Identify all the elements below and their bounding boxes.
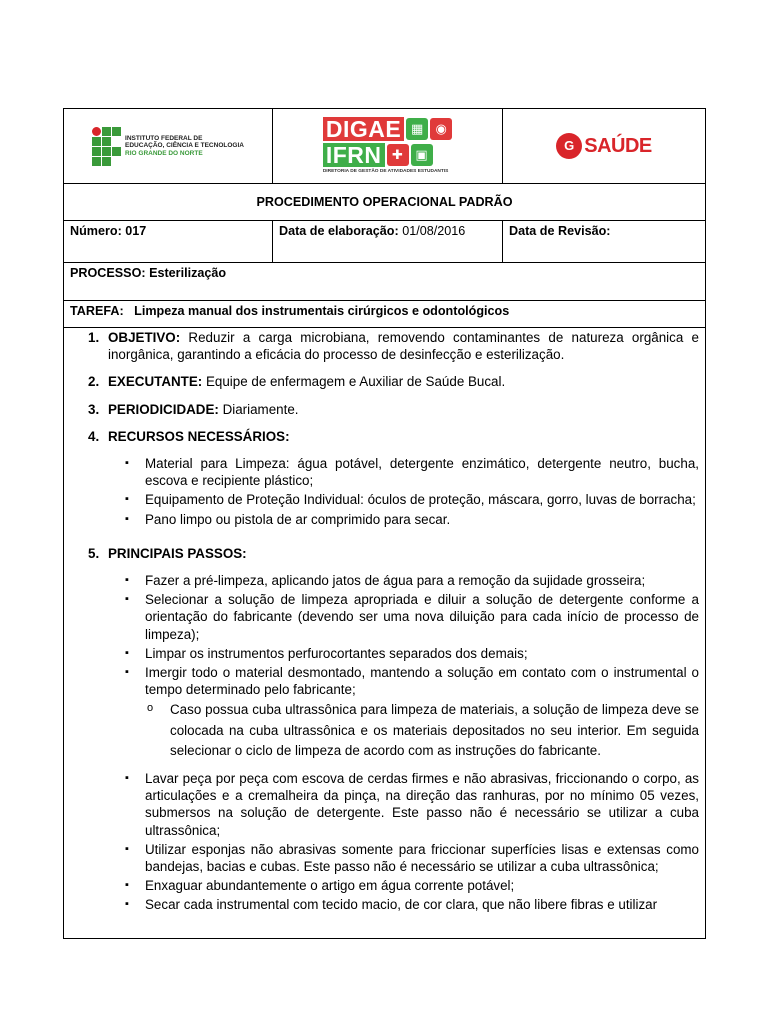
- logo-cell-digae: [273, 109, 503, 184]
- tarefa-cell: [64, 301, 706, 328]
- list-item: ▪ Pano limpo ou pistola de ar comprimido para secar.: [123, 511, 699, 528]
- saude-logo-icon: G: [556, 133, 582, 159]
- tarefa-row: [64, 301, 706, 328]
- digae-word: DIGAE: [323, 117, 404, 141]
- body-cell: [64, 328, 706, 939]
- section-number: 4.: [88, 428, 100, 444]
- section-periodicidade: [72, 401, 699, 418]
- list-item: ▪ Equipamento de Proteção Individual: óculos de proteção, máscara, gorro, luvas de borracha;: [123, 491, 699, 508]
- section-text: Diariamente.: [218, 401, 299, 417]
- ifrn-logo-icon: [92, 127, 121, 166]
- elaboracao-cell: [273, 221, 503, 263]
- elaboracao-value: 01/08/2016: [402, 224, 466, 238]
- list-item: ▪ Limpar os instrumentos perfurocortantes separados dos demais;: [123, 645, 699, 662]
- section-label: EXECUTANTE:: [108, 374, 203, 390]
- ifrn-logo-line1: INSTITUTO FEDERAL DE: [125, 134, 203, 142]
- tarefa-value: Limpeza manual dos instrumentais cirúrgicos e odontológicos: [134, 304, 510, 318]
- list-item: ▪ Material para Limpeza: água potável, detergente enzimático, detergente neutro, bucha, escova e recipiente plástico;: [123, 455, 699, 489]
- monitor-icon: ▣: [411, 144, 433, 166]
- section-label: RECURSOS NECESSÁRIOS:: [108, 428, 290, 444]
- body-row: [64, 328, 706, 939]
- section-label: OBJETIVO:: [108, 330, 181, 345]
- document-page: [63, 108, 705, 939]
- section-recursos: [72, 428, 699, 445]
- logo-cell-saude: [503, 109, 706, 184]
- sub-list-item: o Caso possua cuba ultrassônica para limpeza de materiais, a solução de limpeza deve se colocada na cuba ultrassônica e os materiais depositados no seu interior. Em seguida selecionar o ciclo de limpeza de acordo com as instruções do fabricante.: [145, 700, 699, 762]
- list-item: ▪ Secar cada instrumental com tecido macio, de cor clara, que não libere fibras e utilizar: [123, 896, 699, 913]
- saude-logo: [556, 133, 652, 159]
- numero-cell: Número: 017: [64, 221, 273, 263]
- pop-table: [63, 108, 706, 939]
- ifrn-logo: [70, 127, 266, 166]
- health-cross-icon: ✚: [387, 144, 409, 166]
- section-text: Reduzir a carga microbiana, removendo contaminantes de natureza orgânica e inorgânica, garantindo a eficácia do processo de desinfecção e esterilização.: [108, 330, 699, 363]
- section-number: 3.: [88, 401, 100, 417]
- section-number: 1.: [88, 330, 100, 345]
- section-executante: [72, 373, 699, 390]
- list-item: ▪ Enxaguar abundantemente o artigo em água corrente potável;: [123, 877, 699, 894]
- procedure-body: [72, 328, 699, 936]
- passos-sublist: [72, 700, 699, 762]
- processo-cell: PROCESSO: Esterilização: [64, 263, 706, 301]
- ifrn-word: IFRN: [323, 143, 385, 167]
- list-item: ▪ Fazer a pré-limpeza, aplicando jatos de água para a remoção da sujidade grosseira;: [123, 572, 699, 589]
- section-objetivo: [72, 329, 699, 363]
- elaboracao-label: Data de elaboração:: [279, 224, 399, 238]
- section-text: Equipe de enfermagem e Auxiliar de Saúde Bucal.: [202, 374, 506, 390]
- section-number: 5.: [88, 545, 100, 561]
- section-number: 2.: [88, 374, 100, 390]
- revisao-cell: Data de Revisão:: [503, 221, 706, 263]
- cutlery-icon: ◉: [430, 118, 452, 140]
- digae-logo: [323, 117, 452, 174]
- list-item: ▪ Selecionar a solução de limpeza apropriada e diluir a solução de detergente conforme a orientação do fabricante (devendo ser uma nova diluição para cada início de processo de limpeza);: [123, 591, 699, 643]
- section-label: PERIODICIDADE:: [108, 401, 219, 417]
- recursos-list: [72, 455, 699, 528]
- logo-cell-ifrn: [64, 109, 273, 184]
- section-passos: [72, 545, 699, 562]
- info-row: [64, 221, 706, 263]
- passos-list-continued: [72, 770, 699, 914]
- bus-icon: ▦: [406, 118, 428, 140]
- document-title: PROCEDIMENTO OPERACIONAL PADRÃO: [64, 184, 706, 221]
- passos-list: [72, 572, 699, 698]
- list-item: ▪ Imergir todo o material desmontado, mantendo a solução em contato com o instrumental o tempo determinado pelo fabricante;: [123, 664, 699, 698]
- logo-row: [64, 109, 706, 184]
- ifrn-logo-line2: EDUCAÇÃO, CIÊNCIA E TECNOLOGIA: [125, 142, 244, 150]
- processo-row: [64, 263, 706, 301]
- title-row: [64, 184, 706, 221]
- section-label: PRINCIPAIS PASSOS:: [108, 545, 247, 561]
- saude-logo-word: SAÚDE: [584, 134, 652, 157]
- digae-caption: DIRETORIA DE GESTÃO DE ATIVIDADES ESTUDANTIS: [322, 169, 449, 174]
- ifrn-logo-line3: RIO GRANDE DO NORTE: [125, 149, 203, 157]
- list-item: ▪ Lavar peça por peça com escova de cerdas firmes e não abrasivas, friccionando o corpo, as articulações e a cremalheira da pinça, na direção das ranhuras, por no mínimo 05 vezes, submersos na solução de detergente. Este passo não é necessário se utilizar a cuba ultrassônica;: [123, 770, 699, 839]
- tarefa-label: TAREFA:: [70, 304, 124, 318]
- list-item: ▪ Utilizar esponjas não abrasivas somente para friccionar superfícies lisas e extensas como bandejas, bacias e cubas. Este passo não é necessário se utilizar a cuba ultrassônica;: [123, 841, 699, 875]
